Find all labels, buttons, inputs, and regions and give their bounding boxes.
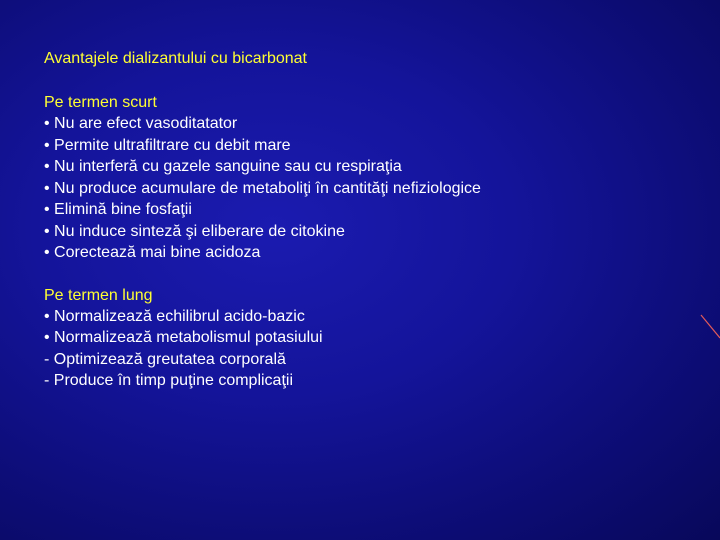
section-heading-short-term: Pe termen scurt: [44, 94, 157, 111]
section-short-term: [44, 92, 684, 264]
list-item: • Nu interferă cu gazele sanguine sau cu respiraţia: [44, 158, 402, 175]
list-item: • Elimină bine fosfaţii: [44, 201, 192, 218]
decorative-stroke-icon: [698, 312, 720, 342]
section-heading-long-term: Pe termen lung: [44, 286, 153, 304]
list-item: - Produce în timp puţine complicaţii: [44, 372, 293, 389]
list-item: • Permite ultrafiltrare cu debit mare: [44, 136, 291, 154]
slide-content: [44, 48, 684, 413]
list-item: - Optimizează greutatea corporală: [44, 350, 286, 368]
list-item: • Nu are efect vasoditatator: [44, 115, 238, 132]
list-item: • Normalizează metabolismul potasiului: [44, 329, 323, 346]
list-item: • Corectează mai bine acidoza: [44, 244, 261, 261]
section-long-term: [44, 285, 684, 392]
list-item: • Nu produce acumulare de metaboliţi în cantităţi nefiziologice: [44, 179, 481, 197]
list-item: • Nu induce sinteză şi eliberare de citokine: [44, 222, 345, 240]
slide-title: Avantajele dializantului cu bicarbonat: [44, 50, 307, 67]
decorative-line: [698, 312, 720, 342]
list-item: • Normalizează echilibrul acido-bazic: [44, 307, 305, 325]
